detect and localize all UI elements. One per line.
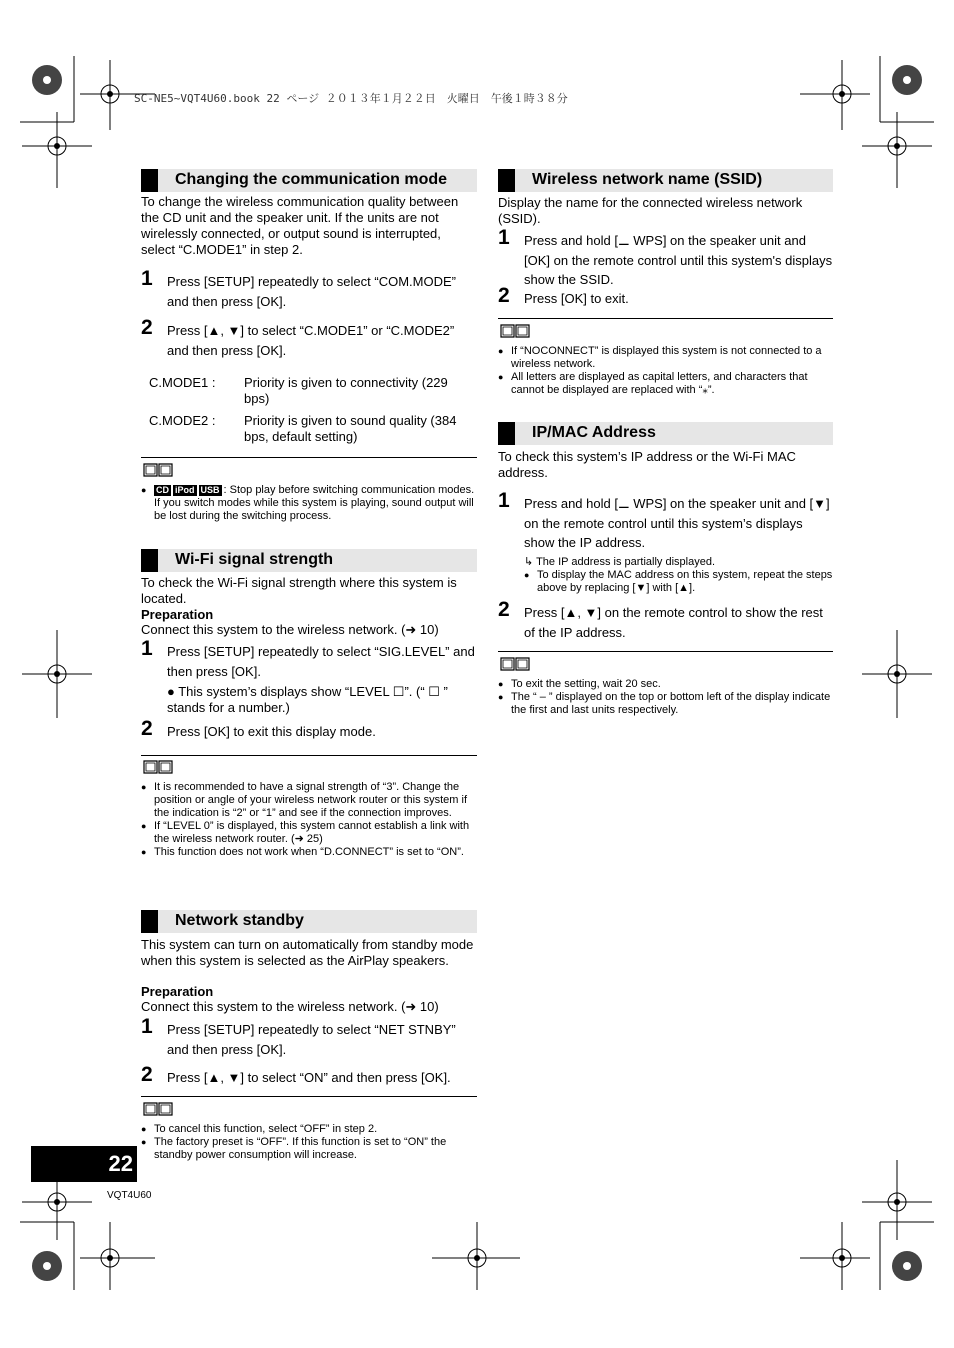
page-number: 22: [108, 1151, 133, 1176]
mode2-desc: Priority is given to sound quality (384 bps, default setting): [244, 413, 457, 444]
usb-badge: USB: [200, 485, 220, 495]
note-item: ● All letters are displayed as capital letters, and characters that cannot be displayed are replaced with “⁎”.: [498, 371, 833, 397]
step-number: 1: [141, 637, 153, 660]
wifi-step1-sub: ● This system’s displays show “LEVEL ☐”. (“ ☐ ” stands for a number.): [167, 684, 448, 715]
ipmac-step1-sub1: ↳ The IP address is partially displayed.: [524, 556, 716, 568]
note-item: ● The factory preset is “OFF”. If this function is set to “ON” the standby power consumption will increase.: [141, 1136, 479, 1162]
section-title: Changing the communication mode: [175, 171, 448, 188]
divider: [498, 318, 833, 319]
note-text: : Stop play before switching communication modes. If you switch modes while this system is playing, sound output will be lost during the switching process.: [154, 484, 475, 522]
step-number: 2: [141, 316, 153, 339]
step-number: 1: [498, 226, 510, 249]
ssid-step1: Press and hold [⚊ WPS] on the speaker unit and [OK] on the remote control until this system's displays show the SSID.: [524, 233, 833, 287]
step-number: 2: [141, 1063, 153, 1086]
step-number: 1: [498, 489, 510, 512]
note-item: ● The “ – ” displayed on the top or bottom left of the display indicate the first and last units respectively.: [498, 691, 833, 717]
step-number: 1: [141, 1015, 153, 1038]
divider: [141, 1096, 477, 1097]
ipmac-step2: Press [▲, ▼] on the remote control to show the rest of the IP address.: [524, 605, 823, 640]
standby-notes: [141, 1123, 479, 1162]
step-number: 2: [141, 717, 153, 740]
model-code: VQT4U60: [107, 1190, 152, 1201]
section-header-comm-mode: [141, 169, 477, 192]
section-title: Network standby: [175, 912, 304, 929]
mode2-label: C.MODE2 :: [149, 413, 216, 428]
page-number-box: [31, 1146, 137, 1182]
ssid-intro: Display the name for the connected wireless network (SSID).: [498, 195, 803, 226]
wifi-step2: Press [OK] to exit this display mode.: [167, 724, 376, 739]
wifi-prep: Connect this system to the wireless network. (➜ 10): [141, 622, 439, 637]
divider: [141, 755, 477, 756]
note-book-icon: [143, 463, 173, 477]
wifi-notes: [141, 781, 479, 859]
divider: [141, 457, 477, 458]
comm-mode-step2: Press [▲, ▼] to select “C.MODE1” or “C.MODE2” and then press [OK].: [167, 323, 455, 358]
section-header-ssid: [498, 169, 833, 192]
wifi-step1: Press [SETUP] repeatedly to select “SIG.LEVEL” and then press [OK].: [167, 644, 475, 679]
step-number: 2: [498, 284, 510, 307]
wifi-intro: To check the Wi-Fi signal strength where this system is located.: [141, 575, 457, 606]
note-item: ● This function does not work when “D.CONNECT” is set to “ON”.: [141, 846, 479, 859]
note-item: ● To cancel this function, select “OFF” in step 2.: [141, 1123, 479, 1136]
section-title: IP/MAC Address: [532, 424, 656, 441]
mode1-desc: Priority is given to connectivity (229 bps): [244, 375, 448, 406]
step-number: 2: [498, 598, 510, 621]
section-header-wifi: [141, 549, 477, 572]
ipod-badge: iPod: [175, 485, 195, 495]
section-header-ipmac: [498, 422, 833, 445]
section-header-standby: [141, 910, 477, 933]
section-title: Wireless network name (SSID): [532, 171, 763, 188]
standby-prep: Connect this system to the wireless network. (➜ 10): [141, 999, 439, 1014]
ipmac-intro: To check this system’s IP address or the Wi-Fi MAC address.: [498, 449, 796, 480]
comm-mode-step1: Press [SETUP] repeatedly to select “COM.MODE” and then press [OK].: [167, 274, 456, 309]
section-title: Wi-Fi signal strength: [175, 551, 334, 568]
ipmac-step1: Press and hold [⚊ WPS] on the speaker unit and [▼] on the remote control until this system’s displays show the IP address.: [524, 496, 830, 550]
print-header: SC-NE5~VQT4U60.book 22 ページ ２０１３年１月２２日 火曜日 午後１時３８分: [134, 92, 568, 105]
note-book-icon: [143, 1102, 173, 1116]
note-item: [141, 484, 479, 523]
ipmac-step1-subnotes: [524, 569, 833, 595]
divider: [498, 651, 833, 652]
mode1-label: C.MODE1 :: [149, 375, 216, 390]
cd-badge: CD: [156, 485, 169, 495]
note-item: ● To exit the setting, wait 20 sec.: [498, 678, 833, 691]
standby-step1: Press [SETUP] repeatedly to select “NET STNBY” and then press [OK].: [167, 1022, 456, 1057]
note-item: ● If “LEVEL 0” is displayed, this system cannot establish a link with the wireless network router. (➜ 25): [141, 820, 479, 846]
standby-prep-label: Preparation: [141, 984, 214, 999]
ssid-step2: Press [OK] to exit.: [524, 291, 629, 306]
step-number: 1: [141, 267, 153, 290]
note-item: ● If “NOCONNECT” is displayed this system is not connected to a wireless network.: [498, 345, 833, 371]
standby-intro: This system can turn on automatically from standby mode when this system is selected as the AirPlay speakers.: [141, 937, 474, 968]
note-book-icon: [143, 760, 173, 774]
standby-step2: Press [▲, ▼] to select “ON” and then press [OK].: [167, 1070, 451, 1085]
comm-mode-notes: [141, 484, 479, 523]
wifi-prep-label: Preparation: [141, 607, 214, 622]
note-book-icon: [500, 657, 530, 671]
ipmac-notes: [498, 678, 833, 717]
note-book-icon: [500, 324, 530, 338]
note-item: ● To display the MAC address on this system, repeat the steps above by replacing [▼] with [▲].: [524, 569, 833, 595]
ssid-notes: [498, 345, 833, 397]
comm-mode-intro: To change the wireless communication quality between the CD unit and the speaker unit. If the units are not wirelessly connected, or output sound is interrupted, select “C.MODE1” in step 2.: [141, 194, 459, 257]
note-item: ● It is recommended to have a signal strength of “3”. Change the position or angle of your wireless network router or this system if the indication is “2” or “1” and see if the connection improves.: [141, 781, 479, 820]
